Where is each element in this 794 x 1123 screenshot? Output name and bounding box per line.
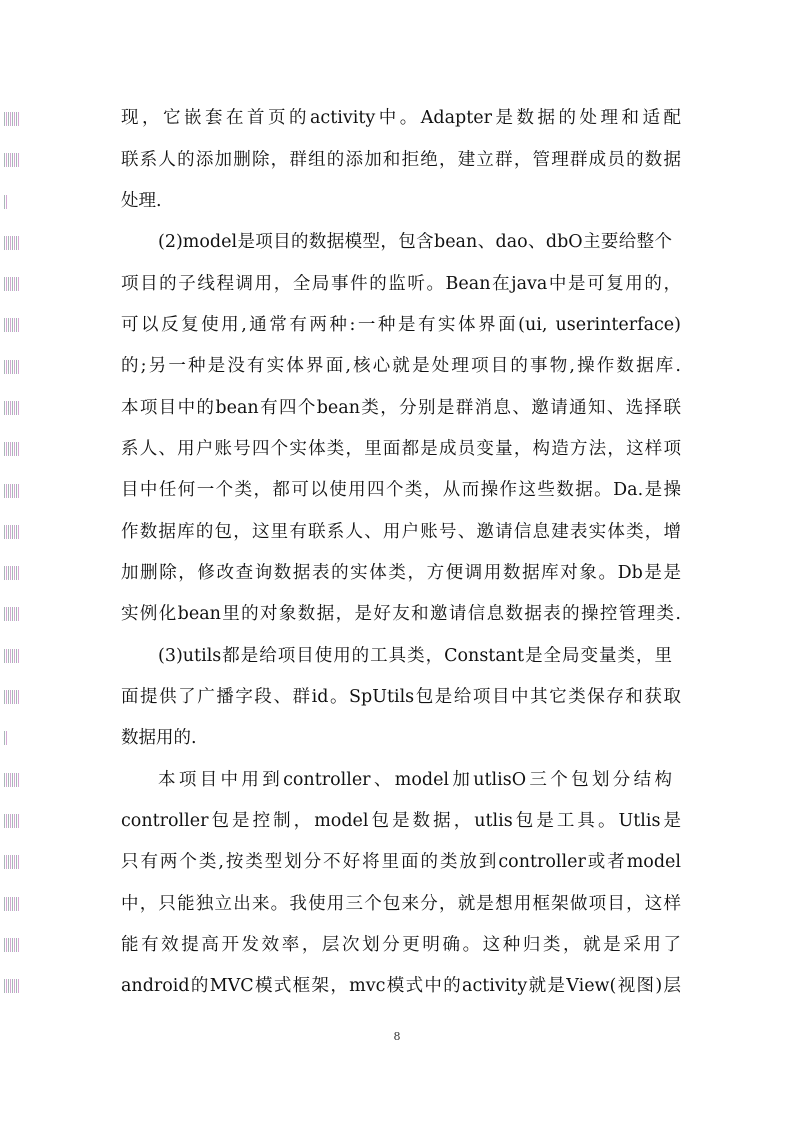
margin-annotation bbox=[4, 236, 20, 250]
margin-annotation bbox=[4, 195, 7, 209]
body-text-line: 只有两个类,按类型划分不好将里面的类放到controller或者model bbox=[121, 852, 681, 872]
body-text-line: 可以反复使用,通常有两种:一种是有实体界面(ui, userinterface) bbox=[121, 315, 681, 335]
body-text-line: 处理. bbox=[121, 191, 162, 211]
body-text-line: 的;另一种是没有实体界面,核心就是处理项目的事物,操作数据库. bbox=[121, 356, 681, 376]
body-text-line: 现，它嵌套在首页的activity中。Adapter是数据的处理和适配 bbox=[121, 108, 681, 128]
margin-annotation bbox=[4, 442, 20, 456]
margin-annotation bbox=[4, 484, 20, 498]
body-text-line: 加删除，修改查询数据表的实体类，方便调用数据库对象。Db是是 bbox=[121, 563, 681, 583]
body-text-line: (3)utils都是给项目使用的工具类，Constant是全局变量类，里 bbox=[158, 646, 672, 666]
body-text-line: 数据用的. bbox=[121, 728, 197, 748]
margin-annotation bbox=[4, 607, 20, 621]
body-text-line: 能有效提高开发效率，层次划分更明确。这种归类，就是采用了 bbox=[121, 935, 681, 955]
body-text-line: controller包是控制，model包是数据，utlis包是工具。Utlis是 bbox=[121, 811, 681, 831]
body-text-line: 作数据库的包，这里有联系人、用户账号、邀请信息建表实体类，增 bbox=[121, 522, 681, 542]
margin-annotation bbox=[4, 566, 20, 580]
margin-annotation bbox=[4, 649, 20, 663]
margin-annotation bbox=[4, 773, 20, 787]
margin-annotation bbox=[4, 731, 7, 745]
margin-annotation bbox=[4, 277, 20, 291]
body-text-line: 联系人的添加删除，群组的添加和拒绝，建立群，管理群成员的数据 bbox=[121, 150, 681, 170]
margin-annotation bbox=[4, 153, 20, 167]
body-text-line: 系人、用户账号四个实体类，里面都是成员变量，构造方法，这样项 bbox=[121, 439, 681, 459]
margin-annotation bbox=[4, 938, 20, 952]
margin-annotation bbox=[4, 897, 20, 911]
margin-annotation bbox=[4, 318, 20, 332]
margin-annotation bbox=[4, 855, 20, 869]
margin-annotation bbox=[4, 814, 20, 828]
body-text-line: 目中任何一个类，都可以使用四个类，从而操作这些数据。Da.是操 bbox=[121, 480, 681, 500]
body-text-line: 项目的子线程调用，全局事件的监听。Bean在java中是可复用的， bbox=[121, 274, 681, 294]
margin-annotation bbox=[4, 360, 20, 374]
body-text-line: android的MVC模式框架，mvc模式中的activity就是View(视图)层 bbox=[121, 976, 681, 996]
body-text-line: 面提供了广播字段、群id。SpUtils包是给项目中其它类保存和获取 bbox=[121, 687, 681, 707]
page-number: 8 bbox=[393, 1030, 401, 1043]
margin-annotation bbox=[4, 979, 20, 993]
body-text-line: 本项目中用到controller、model加utlisO三个包划分结构 bbox=[158, 770, 672, 790]
body-text-line: 本项目中的bean有四个bean类，分别是群消息、邀请通知、选择联 bbox=[121, 398, 681, 418]
body-text-line: 实例化bean里的对象数据，是好友和邀请信息数据表的操控管理类. bbox=[121, 604, 681, 624]
margin-annotation bbox=[4, 112, 20, 126]
margin-annotation bbox=[4, 525, 20, 539]
margin-annotation bbox=[4, 690, 20, 704]
body-text-line: 中，只能独立出来。我使用三个包来分，就是想用框架做项目，这样 bbox=[121, 894, 681, 914]
body-text-line: (2)model是项目的数据模型，包含bean、dao、dbO主要给整个 bbox=[158, 232, 672, 252]
margin-annotation bbox=[4, 401, 20, 415]
